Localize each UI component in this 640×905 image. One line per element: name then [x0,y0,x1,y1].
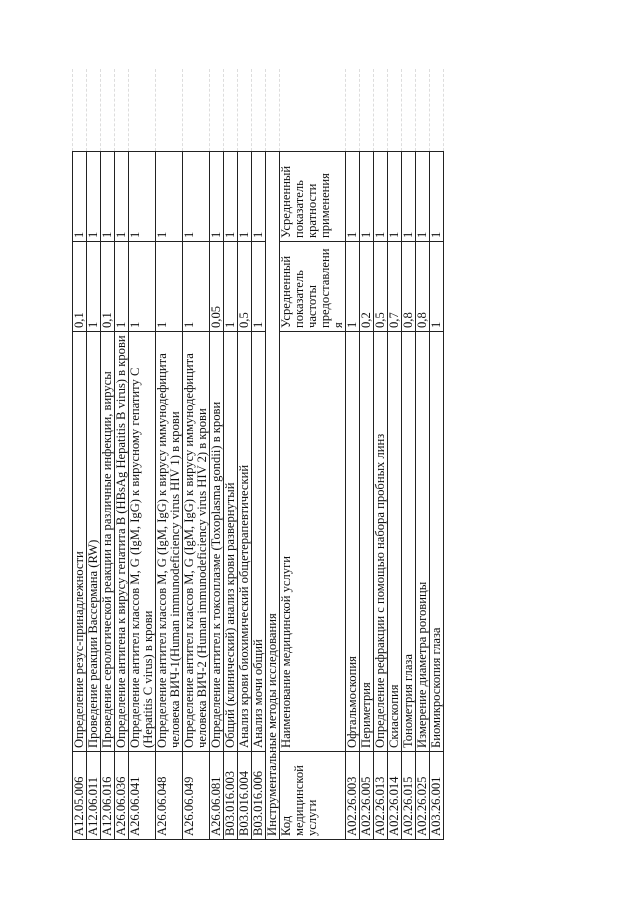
table-row [101,70,115,840]
multiplicity-value: 1 [252,152,266,242]
table-row [115,70,129,840]
section-title: Инструментальные методы исследования [266,152,280,840]
multiplicity-value: 1 [73,152,87,242]
service-name: Общий (клинический) анализ крови развернутый [224,332,238,752]
service-name: Определение антител классов М, G (IgM, IgG) к вирусу иммунодефицита человека ВИЧ-2 (Human immunodeficiency virus HIV 2) в крови [183,332,210,752]
service-code: B03.016.006 [252,752,266,840]
multiplicity-value: 1 [115,152,129,242]
frequency-value: 1 [430,242,444,332]
multiplicity-value: 1 [360,152,374,242]
service-code: A12.05.006 [73,752,87,840]
padding-cell [402,70,416,152]
service-code: A26.06.081 [210,752,224,840]
header-name: Наименование медицинской услуги [280,332,346,752]
frequency-value: 0,1 [73,242,87,332]
service-name: Тонометрия глаза [402,332,416,752]
padding-cell [224,70,238,152]
padding-cell [129,70,156,152]
frequency-value: 1 [129,242,156,332]
table-row [252,70,266,840]
frequency-value: 0,2 [360,242,374,332]
padding-cell [280,70,346,152]
service-name: Определение резус-принадлежности [73,332,87,752]
padding-cell [374,70,388,152]
padding-cell [183,70,210,152]
padding-cell [430,70,444,152]
service-code: A12.06.016 [101,752,115,840]
table-row [129,70,156,840]
header-code: Код медицинской услуги [280,752,346,840]
service-code: A03.26.001 [430,752,444,840]
rotated-page [60,70,590,840]
table-row [346,70,360,840]
padding-cell [210,70,224,152]
table-row [210,70,224,840]
service-name: Проведение реакции Вассермана (RW) [87,332,101,752]
multiplicity-value: 1 [129,152,156,242]
frequency-value: 0,5 [238,242,252,332]
service-code: A02.26.014 [388,752,402,840]
table-row [183,70,210,840]
service-code: A02.26.003 [346,752,360,840]
multiplicity-value: 1 [224,152,238,242]
table-row [238,70,252,840]
table-row [374,70,388,840]
padding-cell [346,70,360,152]
table-row [87,70,101,840]
multiplicity-value: 1 [183,152,210,242]
padding-cell [238,70,252,152]
service-code: B03.016.003 [224,752,238,840]
service-code: A26.06.049 [183,752,210,840]
frequency-value: 0,05 [210,242,224,332]
frequency-value: 1 [156,242,183,332]
multiplicity-value: 1 [346,152,360,242]
service-name: Анализ мочи общий [252,332,266,752]
padding-cell [252,70,266,152]
frequency-value: 0,8 [402,242,416,332]
service-code: B03.016.004 [238,752,252,840]
service-code: A02.26.025 [416,752,430,840]
lab-rows [73,70,266,840]
multiplicity-value: 1 [388,152,402,242]
table-row [388,70,402,840]
service-code: A02.26.005 [360,752,374,840]
padding-cell [416,70,430,152]
table-row [360,70,374,840]
service-name: Проведение серологической реакции на различные инфекции, вирусы [101,332,115,752]
padding-cell [87,70,101,152]
padding-cell [115,70,129,152]
frequency-value: 0,7 [388,242,402,332]
instrumental-section-header [266,70,346,840]
table-row [430,70,444,840]
frequency-value: 1 [252,242,266,332]
frequency-value: 0,5 [374,242,388,332]
multiplicity-value: 1 [238,152,252,242]
frequency-value: 1 [224,242,238,332]
multiplicity-value: 1 [156,152,183,242]
section-title-row [266,70,280,840]
instrumental-rows [346,70,444,840]
table-row [156,70,183,840]
services-table [72,70,444,841]
table-row [402,70,416,840]
table-row [416,70,430,840]
padding-cell [101,70,115,152]
service-code: A26.06.036 [115,752,129,840]
table-row [224,70,238,840]
service-code: A02.26.013 [374,752,388,840]
service-name: Измерение диаметра роговицы [416,332,430,752]
multiplicity-value: 1 [430,152,444,242]
frequency-value: 0,1 [101,242,115,332]
service-name: Биомикроскопия глаза [430,332,444,752]
multiplicity-value: 1 [402,152,416,242]
multiplicity-value: 1 [374,152,388,242]
frequency-value: 1 [346,242,360,332]
multiplicity-value: 1 [416,152,430,242]
service-name: Определение рефракции с помощью набора пробных линз [374,332,388,752]
service-name: Определение антител классов М, G (IgM, IgG) к вирусному гепатиту С (Hepatitis С virus) в крови [129,332,156,752]
multiplicity-value: 1 [210,152,224,242]
frequency-value: 1 [87,242,101,332]
column-header-row [280,70,346,840]
service-name: Анализ крови биохимический общетерапевтический [238,332,252,752]
multiplicity-value: 1 [87,152,101,242]
service-code: A26.06.041 [129,752,156,840]
padding-cell [73,70,87,152]
service-code: A26.06.048 [156,752,183,840]
table-row [73,70,87,840]
frequency-value: 1 [115,242,129,332]
service-name: Определение антител к токсоплазме (Toxoplasma gondii) в крови [210,332,224,752]
service-name: Определение антигена к вирусу гепатита В (HBsAg Hepatitis В virus) в крови [115,332,129,752]
frequency-value: 0,8 [416,242,430,332]
service-name: Скиаскопия [388,332,402,752]
padding-cell [388,70,402,152]
frequency-value: 1 [183,242,210,332]
multiplicity-value: 1 [101,152,115,242]
service-code: A12.06.011 [87,752,101,840]
service-code: A02.26.015 [402,752,416,840]
header-mult: Усредненный показатель кратности применения [280,152,346,242]
padding-cell [266,70,280,152]
service-name: Определение антител классов М, G (IgM, IgG) к вирусу иммунодефицита человека ВИЧ-1(Human immunodeficiency virus HIV 1) в крови [156,332,183,752]
padding-cell [156,70,183,152]
padding-cell [360,70,374,152]
service-name: Периметрия [360,332,374,752]
service-name: Офтальмоскопия [346,332,360,752]
header-freq: Усредненный показатель частоты предоставления [280,242,346,332]
